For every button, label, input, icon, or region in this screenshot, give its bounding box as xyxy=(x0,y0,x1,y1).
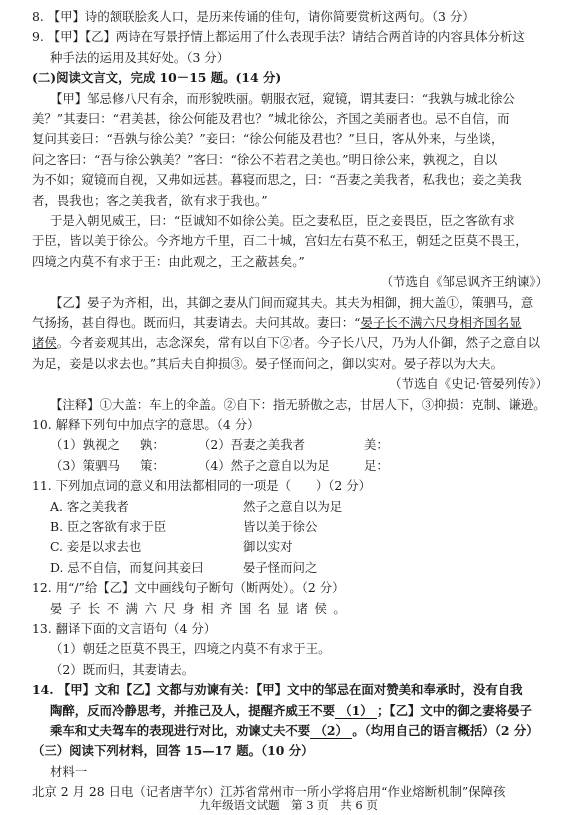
question-14-line-1: 14. 【甲】文和【乙】文都与劝谏有关：【甲】文中的邹忌在面对赞美和奉承时，没有自我 xyxy=(32,682,523,698)
page-footer: 九年级语文试题 第 3 页 共 6 页 xyxy=(199,798,378,812)
yi-line-4: 为足，妾是以求去也。”其后夫自抑损③。晏子怪而问之，御以实对。晏子荐以为大夫。 xyxy=(32,355,503,371)
question-11: 11. 下列加点词的意义和用法都相同的一项是（ ）（2 分） xyxy=(32,478,372,494)
section-2-title: (二)阅读文言文，完成 10－15 题。(14 分) xyxy=(32,70,282,86)
annotation-note: 【注释】①大盖：车上的伞盖。②自下：指无骄傲之志，甘居人下，③抑损：克制、谦逊。 xyxy=(50,396,546,412)
question-12: 12. 用“/”给【乙】文中画线句子断句（断两处）。（2 分） xyxy=(32,580,345,596)
yi-line-3: 诸侯。今者妾观其出，志念深矣，常有以自下②者。今子长八尺，乃为人仆御，然子之意自以 xyxy=(32,335,541,351)
exam-page: 8. 【甲】诗的颔联脍炙人口，是历来传诵的佳句，请你简要赏析这两句。（3 分） 9. 【甲】【乙】两诗在写景抒情上都运用了什么表现手法？请结合两首诗的内容具体分析这 种手法的运用及其好处。（3 分） (二)阅读文言文，完成 10－15 题。(14 分) 【甲】邹忌修八尺有余，而形貌昳丽。朝服衣冠，窥镜，谓其妻曰：“我孰与城北徐公 美？”其妻曰：“君美甚，徐公何能及君也？”城北徐公，齐国之美丽者也。忌不自信，而 复问其妾曰：“吾孰与徐公美？”妾曰：“徐公何能及君也？”旦日，客从外来，与坐谈， 问之客曰：“吾与徐公孰美？”客曰：“徐公不若君之美也。”明日徐公来，孰视之，自以 为不如；窥镜而自视，又弗如远甚。暮寝而思之，曰：“吾妻之美我者，私我也；妾之美我 者，畏我也；客之美我者，欲有求于我也。” 于是入朝见威王，曰：“臣诚知不如徐公美。臣之妻私臣，臣之妾畏臣，臣之客欲有求 于臣，皆以美于徐公。今齐地方千里，百二十城，宫妇左右莫不私王，朝廷之臣莫不畏王， 四境之内莫不有求于王：由此观之，王之蔽甚矣。” （节选自《邹忌讽齐王纳谏》） 【乙】晏子为齐相，出，其御之妻从门间而窥其夫。其夫为相御，拥大盖①，策驷马，意 气扬扬，甚自得也。既而归，其妻请去。夫问其故。妻曰：“晏子长不满六尺身相齐国名显 诸侯。今者妾观其出，志念深矣，常有以自下②者。今子长八尺，乃为人仆御，然子之意自以 为足，妾是以求去也。”其后夫自抑损③。晏子怪而问之，御以实对。晏子荐以为大夫。 （节选自《史记·管晏列传》） 【注释】①大盖：车上的伞盖。②自下：指无骄傲之志，甘居人下，③抑损：克制、谦逊。 10. 解释下列句中加点字的意思。（4 分） （1）孰视之 孰： （2）吾妻之美我者 美： （3）策驷马 策： （4）然子之意自以为足 足： 11. 下列加点词的意义和用法都相同的一项是（ ）（2 分） A. 客之美我者 然子之意自以为足 B. 臣之客欲有求于臣 皆以美于徐公 C. 妾是以求去也 御以实对 D. 忌不自信，而复问其妾曰 晏子怪而问之 12. 用“/”给【乙】文中画线句子断句（断两处）。（2 分） 晏子长不满六尺身相齐国名显诸侯。 13. 翻译下面的文言语句（4 分） （1）朝廷之臣莫不畏王，四境之内莫不有求于王。 （2）既而归，其妻请去。 14. 【甲】文和【乙】文都与劝谏有关：【甲】文中的邹忌在面对赞美和奉承时，没有自我 陶醉，反而冷静思考，并推己及人，提醒齐威王不要 （1） ；【乙】文中的御之妻将晏子 乘车和丈夫驾车的表现进行对比，劝谏丈夫不要 （2） 。（均用自己的语言概括）（2 分） （三）阅读下列材料，回答 15—17 题。（10 分） 材料一 北京 2 月 28 日电（记者唐芊尔）江苏省常州市一所小学将启用“作业熔断机制”保障孩 九年级语文试题 第 3 页 共 6 页 xyxy=(0,0,577,815)
question-10: 10. 解释下列句中加点字的意思。（4 分） xyxy=(32,417,260,432)
jia-line-9: 四境之内莫不有求于王：由此观之，王之蔽甚矣。” xyxy=(32,253,305,269)
question-13-item-2: （2）既而归，其妻请去。 xyxy=(50,661,195,677)
answer-blank-2[interactable]: （2） xyxy=(310,724,352,739)
jia-source: （节选自《邹忌讽齐王纳谏》） xyxy=(380,274,548,290)
material-1-text: 北京 2 月 28 日电（记者唐芊尔）江苏省常州市一所小学将启用“作业熔断机制”保障孩 xyxy=(32,784,506,800)
question-13-item-1: （1）朝廷之臣莫不畏王，四境之内莫不有求于王。 xyxy=(50,641,331,657)
jia-line-5: 为不如；窥镜而自视，又弗如远甚。暮寝而思之，曰：“吾妻之美我者，私我也；妾之美我 xyxy=(32,172,522,188)
question-9-line-1: 9. 【甲】【乙】两诗在写景抒情上都运用了什么表现手法？请结合两首诗的内容具体分析这 xyxy=(32,29,525,45)
question-13: 13. 翻译下面的文言语句（4 分） xyxy=(32,621,217,636)
question-8: 8. 【甲】诗的颔联脍炙人口，是历来传诵的佳句，请你简要赏析这两句。（3 分） xyxy=(32,9,475,24)
jia-line-4: 问之客曰：“吾与徐公孰美？”客曰：“徐公不若君之美也。”明日徐公来，孰视之，自以 xyxy=(32,151,498,167)
yi-underlined-sentence-part-2: 诸侯 xyxy=(32,335,57,351)
yi-line-2: 气扬扬，甚自得也。既而归，其妻请去。夫问其故。妻曰：“晏子长不满六尺身相齐国名显 xyxy=(32,315,522,330)
question-12-sentence: 晏子长不满六尺身相齐国名显诸侯。 xyxy=(50,600,353,616)
question-14-line-3: 乘车和丈夫驾车的表现进行对比，劝谏丈夫不要 （2） 。（均用自己的语言概括）（2 分） xyxy=(50,723,539,738)
question-9-line-2: 种手法的运用及其好处。（3 分） xyxy=(50,49,230,65)
jia-line-8: 于臣，皆以美于徐公。今齐地方千里，百二十城，宫妇左右莫不私王，朝廷之臣莫不畏王， xyxy=(32,233,528,249)
material-1-label: 材料一 xyxy=(50,763,88,779)
question-14-line-2: 陶醉，反而冷静思考，并推己及人，提醒齐威王不要 （1） ；【乙】文中的御之妻将晏子 xyxy=(50,702,532,718)
jia-line-6: 者，畏我也；客之美我者，欲有求于我也。” xyxy=(32,192,268,208)
jia-line-1: 【甲】邹忌修八尺有余，而形貌昳丽。朝服衣冠，窥镜，谓其妻曰：“我孰与城北徐公 xyxy=(50,90,515,106)
jia-line-2: 美？”其妻曰：“君美甚，徐公何能及君也？”城北徐公，齐国之美丽者也。忌不自信，而 xyxy=(32,111,510,126)
jia-line-3: 复问其妾曰：“吾孰与徐公美？”妾曰：“徐公何能及君也？”旦日，客从外来，与坐谈， xyxy=(32,131,504,147)
yi-source: （节选自《史记·管晏列传》） xyxy=(389,376,548,392)
jia-line-7: 于是入朝见威王，曰：“臣诚知不如徐公美。臣之妻私臣，臣之妾畏臣，臣之客欲有求 xyxy=(50,213,515,228)
yi-line-1: 【乙】晏子为齐相，出，其御之妻从门间而窥其夫。其夫为相御，拥大盖①，策驷马，意 xyxy=(50,294,534,310)
section-3-title: （三）阅读下列材料，回答 15—17 题。（10 分） xyxy=(32,743,314,759)
answer-blank-1[interactable]: （1） xyxy=(335,704,377,719)
yi-underlined-sentence-part-1: 晏子长不满六尺身相齐国名显 xyxy=(360,315,522,330)
